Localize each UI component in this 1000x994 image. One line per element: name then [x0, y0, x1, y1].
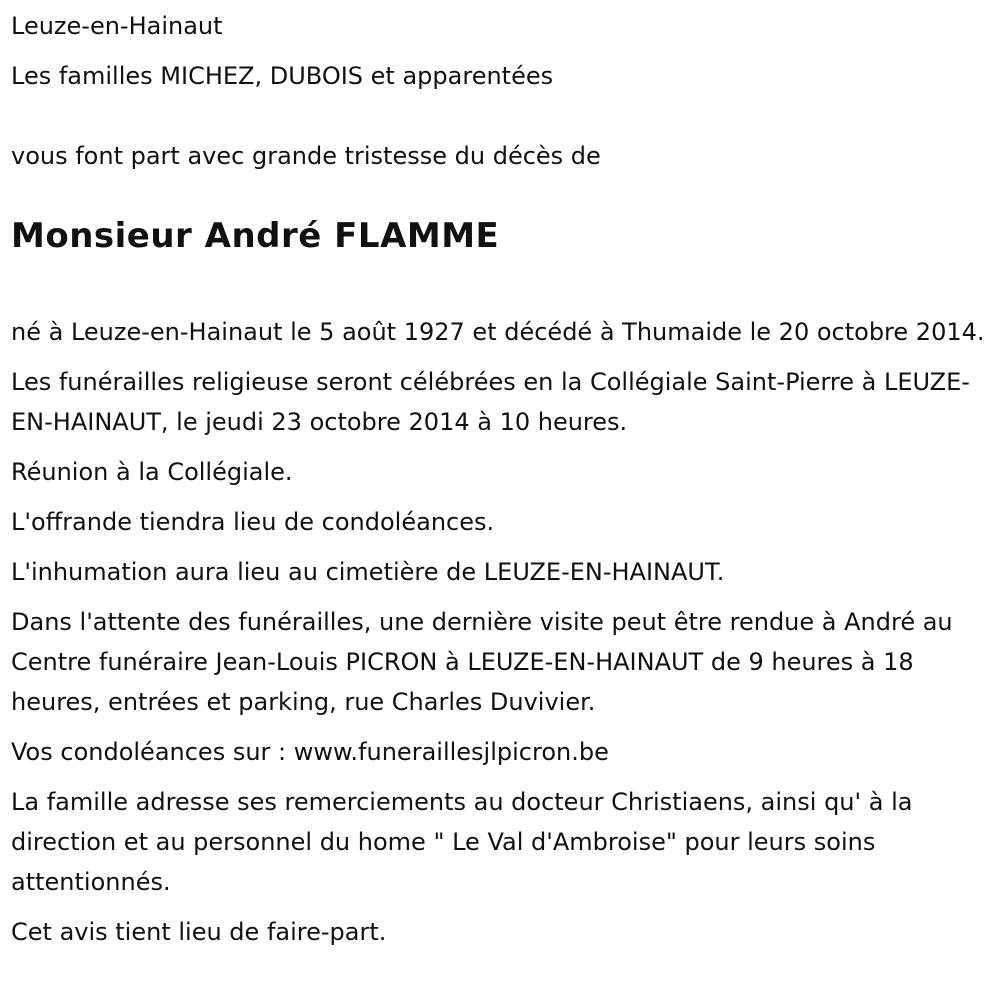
condolences-paragraph: Vos condoléances sur : www.funeraillesjlpicron.be	[11, 738, 609, 766]
visit-paragraph: Dans l'attente des funérailles, une dernière visite peut être rendue à André au Centre funéraire Jean-Louis PICRON à LEUZE-EN-HAINAUT de 9 heures à 18 heures, entrées et parking, rue Charles Duvivier.	[11, 608, 953, 716]
meeting-paragraph: Réunion à la Collégiale.	[11, 458, 293, 486]
death-notice	[11, 6, 986, 952]
notice-announcement: vous font part avec grande tristesse du décès de	[11, 142, 601, 170]
burial-paragraph: L'inhumation aura lieu au cimetière de LEUZE-EN-HAINAUT.	[11, 558, 725, 586]
deceased-name: Monsieur André FLAMME	[11, 216, 500, 256]
thanks-paragraph: La famille adresse ses remerciements au docteur Christiaens, ainsi qu' à la direction et au personnel du home " Le Val d'Ambroise" pour leurs soins attentionnés.	[11, 788, 913, 896]
closing-paragraph: Cet avis tient lieu de faire-part.	[11, 918, 387, 946]
offering-paragraph: L'offrande tiendra lieu de condoléances.	[11, 508, 495, 536]
notice-families: Les familles MICHEZ, DUBOIS et apparentées	[11, 62, 554, 90]
birth-death-paragraph: né à Leuze-en-Hainaut le 5 août 1927 et décédé à Thumaide le 20 octobre 2014.	[11, 318, 985, 346]
notice-place: Leuze-en-Hainaut	[11, 12, 223, 40]
funeral-paragraph: Les funérailles religieuse seront célébrées en la Collégiale Saint-Pierre à LEUZE-EN-HAINAUT, le jeudi 23 octobre 2014 à 10 heures.	[11, 368, 970, 436]
